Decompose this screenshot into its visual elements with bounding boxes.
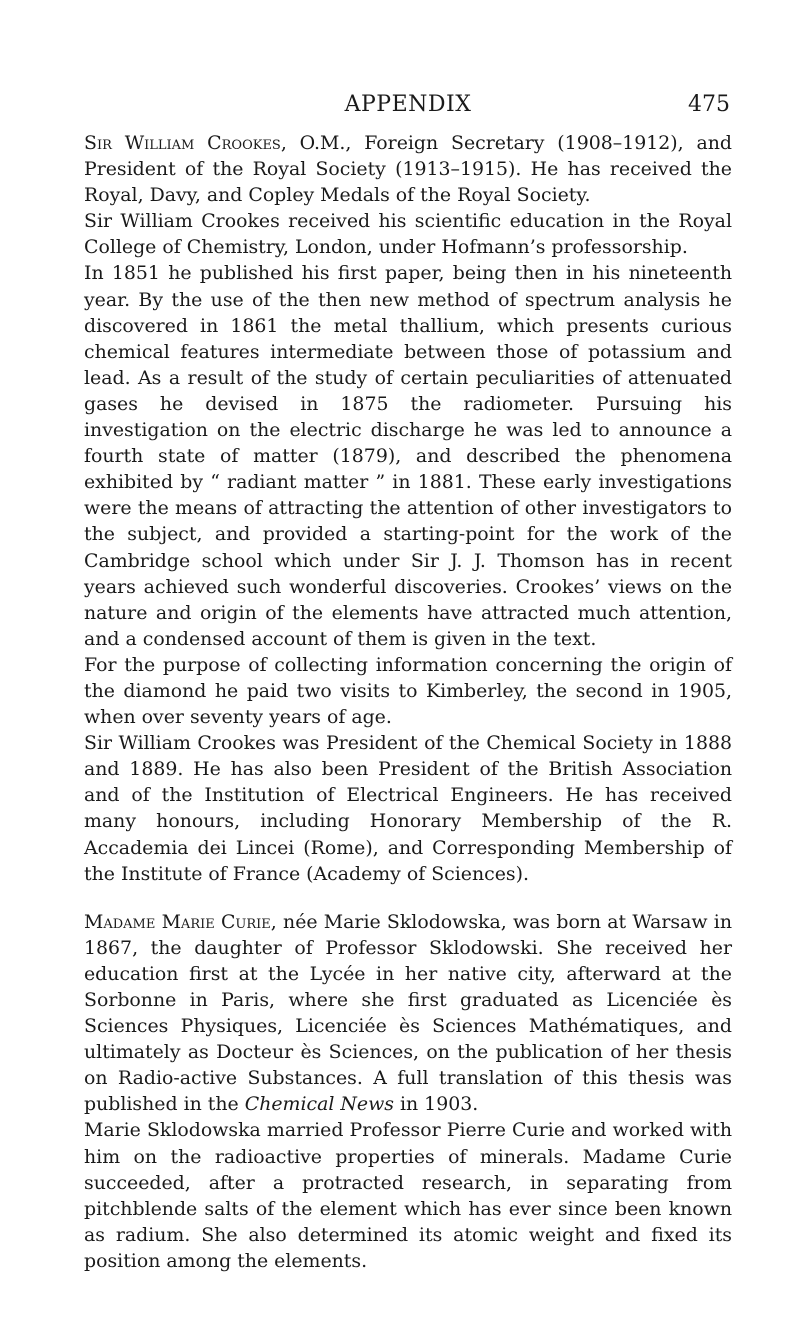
body-text [84,130,732,1274]
curie-paragraph-1 [84,909,732,1118]
crookes-paragraph-1-text: O.M., Foreign Secretary (1908–1912), and President of the Royal Society (1913–1915). He has received the Royal, Davy, and Copley Medals of the Royal Society. [84,132,732,207]
crookes-paragraph-4: For the purpose of collecting information concerning the origin of the diamond he paid two visits to Kimberley, the second in 1905, when over seventy years of age. [84,653,732,729]
section-gap [84,887,732,909]
crookes-paragraph-1 [84,130,732,208]
crookes-entry [84,130,732,887]
running-title: APPENDIX [344,92,472,117]
crookes-paragraph-3: In 1851 he published his first paper, being then in his nineteenth year. By the use of the then new method of spectrum analysis he discovered in 1861 the metal thallium, which presents curious chemical features intermediate between those of potassium and lead. As a result of the study of certain peculiarities of attenuated gases he devised in 1875 the radiometer. Pursuing his investigation on the electric discharge he was led to announce a fourth state of matter (1879), and described the phenomena exhibited by “ radiant matter ” in 1881. These early investigations were the means of attracting the attention of other investigators to the subject, and provided a starting-point for the work of the Cambridge school which under Sir J. J. Thomson has in recent years achieved such wonderful discoveries. Crookes’ views on the nature and origin of the elements have attracted much attention, and a condensed account of them is given in the text. [84,262,732,650]
curie-paragraph-2: Marie Sklodowska married Professor Pierre Curie and worked with him on the radioactive properties of minerals. Madame Curie succeeded, after a protracted research, in separating from pitchblende salts of the element which has ever since been known as radium. She also determined its atomic weight and fixed its position among the elements. [84,1119,732,1272]
crookes-name: Sir William Crookes, [84,132,287,154]
curie-paragraph-1-end: in 1903. [393,1093,479,1116]
page-number: 475 [688,92,730,117]
curie-paragraph-1-text: née Marie Sklodowska, was born at Warsaw in 1867, the daughter of Professor Sklodowski. She received her education first at the Lycée in her native city, afterward at the Sorbonne in Paris, where she first graduated as Licenciée ès Sciences Physiques, Licenciée ès Sciences Mathématiques, and ultimately as Docteur ès Sciences, on the publication of her thesis on Radio-active Substances. A full translation of this thesis was published in the [84,910,732,1116]
curie-name: Madame Marie Curie, [84,910,277,933]
curie-entry [84,909,732,1274]
journal-title: Chemical News [244,1093,394,1116]
running-header [84,92,732,124]
page [84,92,732,1274]
crookes-paragraph-5: Sir William Crookes was President of the Chemical Society in 1888 and 1889. He has also been President of the British Association and of the Institution of Electrical Engineers. He has received many honours, including Honorary Membership of the R. Accademia dei Lincei (Rome), and Corresponding Membership of the Institute of France (Academy of Sciences). [84,732,732,885]
crookes-paragraph-2: Sir William Crookes received his scientific education in the Royal College of Chemistry, London, under Hofmann’s professorship. [84,210,732,259]
